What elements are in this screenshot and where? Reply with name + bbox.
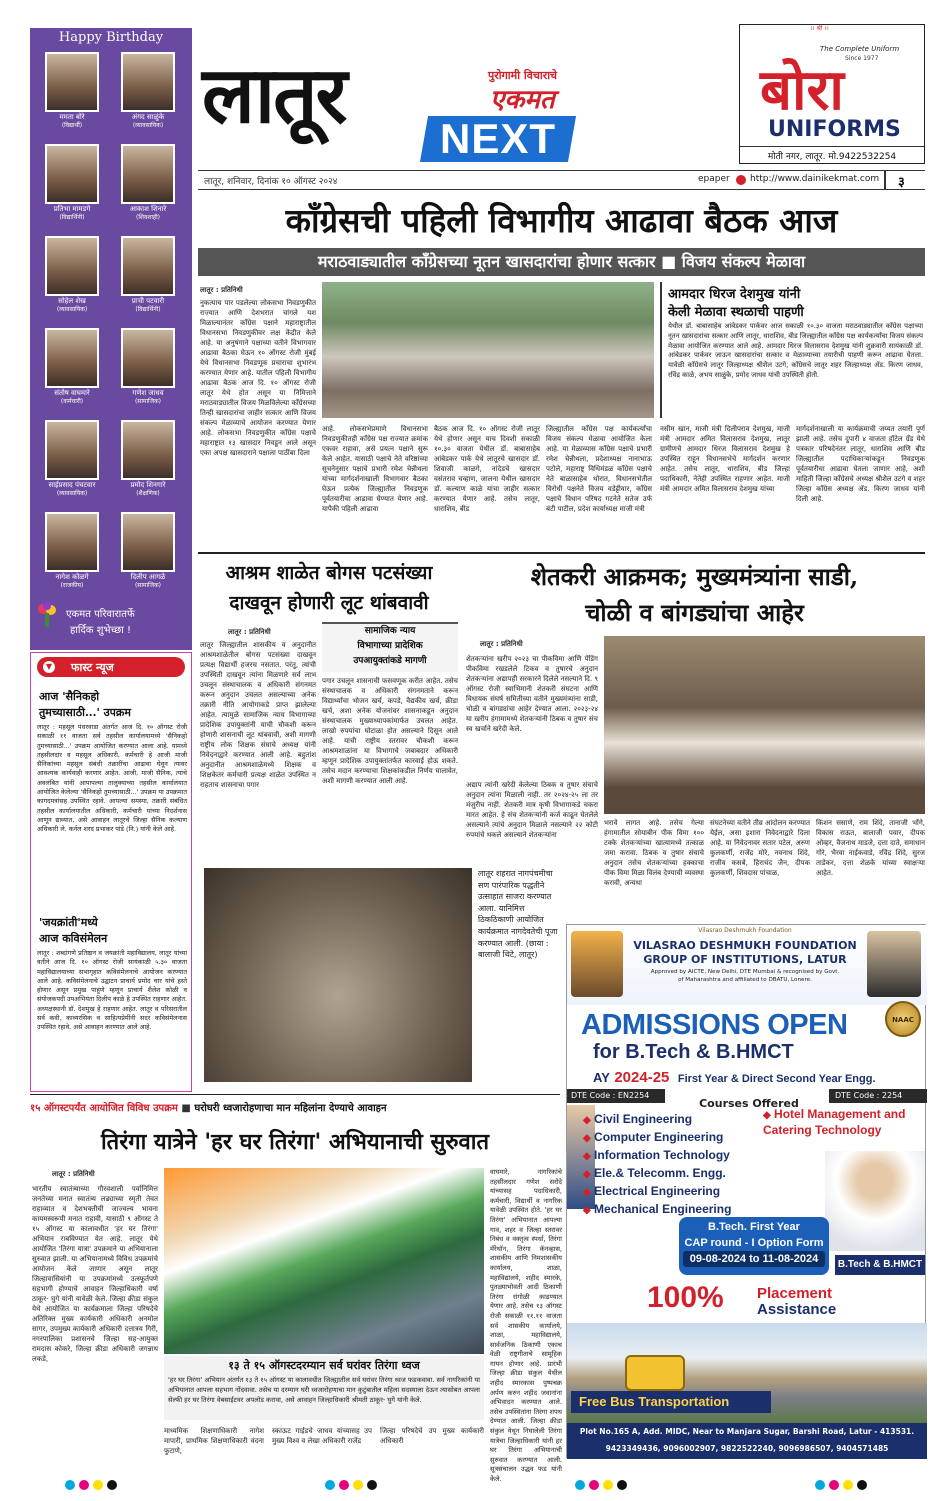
ashram-headline-2: दाखवून होणारी लूट थांबवावी — [229, 592, 429, 614]
birthday-person — [112, 52, 184, 130]
birthday-person — [36, 52, 108, 130]
tiranga-kicker-2: घरोघरी ध्वजारोहणाचा मान महिलांना देण्याचे आवाहन — [194, 1103, 387, 1114]
birthday-panel — [30, 28, 192, 650]
fast-news-h2b: आज कविसंमेलन — [39, 932, 108, 945]
course-label: Information Technology — [594, 1148, 730, 1162]
birthday-name: संतोष वाघमारे — [54, 389, 90, 397]
course-item — [583, 1165, 783, 1183]
avatar — [121, 144, 175, 204]
birthday-role: (व्यावसायिक) — [56, 490, 88, 497]
registration-marks — [60, 1476, 880, 1488]
ad-org-1: VILASRAO DESHMUKH FOUNDATION — [633, 939, 857, 952]
course-bullet-icon: ◆ — [583, 1187, 591, 1198]
lead-side-title-1: आमदार धिरज देशमुख यांनी — [668, 287, 801, 302]
fast-news-p1: लातूर : महसूल पंधरवाडा अंतर्गत आज दि. १० ऑगस्ट रोजी सकाळी ११ वाजता सर्व तहसील कार्यालयामध्ये 'सैनिकहो तुमच्यासाठी...' उपक्रम आयोजित करण्यात आला आहे. यामध्ये तहसीलदार व महसूल अधिकारी, कर्मचारी हे आजी माजी सैनिकांच्या महसूल संबंधी तक्रारींचा आढावा घेवून त्यावर आवश्यक कार्यवाही करणार आहेत. आजी, माजी सैनिक, त्यांचे अवलंबित यांनी आपापल्या तालुक्याच्या तहसील कार्यालयात आयोजित केलेल्या 'सैनिकहो तुमच्यासाठी...' उपक्रम या उपक्रमात कागदपत्रांसह उपस्थित रहावे. आपल्या समस्या, तक्रारी संबंधित तहसील कार्यालयातील अधिकारी, कर्मचारी यांच्या निदर्शनास आणून द्याव्यात, असे आवाहन लातूरचे जिल्हा सैनिक कल्याण अधिकारी ले. कर्नल शरद प्रभाकर पांडे (नि.) यांनी केले आहे. — [37, 723, 187, 834]
birthday-name: गणेश जाधव — [132, 389, 164, 397]
birthday-person — [36, 144, 108, 222]
page-divider — [884, 171, 886, 190]
tiranga-bottom-2: स्काऊट गाईडचे जाधव यांच्यासह उप मुख्य विश्व व लेखा अधिकारी राजेंद्र — [272, 1427, 372, 1445]
farmer-col-3: भरावे लागत आहे. तसेच गेल्या हंगामातील सोयाबीन पीक विमा १०० टक्के शेतकऱ्यांच्या खात्यामध्ये तत्काळ जमा करावा. ठिबक व तुषार संचाचे अनुदान तसेच शेतकऱ्यांच्या हक्काचा पीक विमा मिळा विलंब देण्याची व्यवस्था करावी, अन्यथा — [604, 819, 704, 887]
ad-placement-1: Placement — [757, 1285, 833, 1302]
avatar — [121, 512, 175, 572]
ad-bus-icon — [625, 1355, 685, 1391]
fast-news — [30, 652, 192, 1092]
fast-news-h2a: 'जयक्रांती'मध्ये — [39, 916, 98, 929]
flower-icon — [36, 602, 58, 628]
kicker-separator: ■ — [181, 1103, 195, 1114]
birthday-name: प्राची पटवारी — [131, 297, 165, 305]
ashram-col-1: लातूर जिल्ह्यातील शासकीय व अनुदानीत आश्रमशाळेतील बोगस पटसंख्या दाखवून प्रत्यक्ष विद्यार्थी हजरच नसतात. परंतु, त्यांची उपस्थिती दाखवून त्यांना मिळणारे सर्व लाभ उचलून संस्थाचालक व अधिकारी संगनमत करून अनुदान उचलत असल्याच्या अनेक तक्रारी नीति आयोगाकडे प्राप्त झालेल्या आहेत. त्यामुळे सामाजिक न्याय विभागाच्या प्रादेशिक उपायुक्तांनी याची चौकशी करून होणारी शासनाची लूट थांबवावी, अशी मागणी राष्ट्रीय लोक शिक्षक संघाचे अध्यक्ष यांनी निवेदनाद्वारे करण्यात आली आहे. बहुतांश अनुदानीत आश्रमशाळेमध्ये शिक्षक व शिक्षकेतर कर्मचारी प्रत्यक्ष शाळेत उपस्थित न राहताच शासनाचा पगार — [200, 641, 316, 789]
lead-col-4: जिल्ह्यातील काँग्रेस पक्ष कार्यकर्त्यांचा विजय संकल्प मेळावा आयोजित केला आहे. या मेळाव्यास काँग्रेस पक्षाचे प्रभारी रमेश चेन्नीथला, प्रदेशाध्यक्ष नानाभाऊ पटोले, महाराष्ट्र विधिमंडळ काँग्रेस पक्षाचे नेते बाळासाहेब थोरात, विधानसभेतील विरोधी पक्षनेते विजय वडेट्टीवार, काँग्रेस पक्षाचे विधान परिषद गटनेते सतेज उर्फ बंटी पाटील, प्रदेश कार्याध्यक्ष माजी मंत्री — [546, 425, 652, 513]
section-divider-2 — [30, 1094, 560, 1095]
ad-cap-2: CAP round - I Option Form — [684, 1237, 824, 1249]
tiranga-kicker — [30, 1100, 560, 1118]
avatar — [45, 420, 99, 480]
lead-col-1: नुकत्याच पार पडलेल्या लोकसभा निवडणुकीत राज्यात आणि देशभरात चांगले यश मिळाल्यानंतर काँग्रेस पक्षाने महाराष्ट्रातील विधानसभा निवडणुकीवर लक्ष केंद्रीत केले आहे. या अनुषंगाने पक्षाच्या वतीने विभागवार आढावा बैठका घेऊन १० ऑगस्ट रोजी मुंबई येथे विधानसभा निवडणूक प्रचाराचा शुभारंभ करण्यात येणार आहे. यातील पहिली विभागीय आढावा बैठक आज दि. १० ऑगस्ट रोजी लातूर येथे होत असून या निमित्ताने मराठवाड्यातील विजय मिळविलेल्या काँग्रेसच्या तिन्ही खासदारांचा जाहीर सत्कार आणि विजय संकल्प मेळाव्याचे आयोजन करण्यात येणार आहे. लोकसभा निवडणुकीत काँग्रेस पक्षाचे महाराष्ट्रात १३ खासदार निवडून आले असून एका अपक्ष खासदाराने पक्षाला पाठींबा दिला — [200, 299, 316, 457]
farmer-headline-1: शेतकरी आक्रमक; मुख्यमंत्र्यांना साडी, — [530, 562, 859, 591]
avatar — [121, 420, 175, 480]
birthday-name: अंगद साळुंके — [131, 113, 165, 121]
farmer-headline-2: चोळी व बांगड्यांचा आहेर — [585, 598, 804, 627]
ad-btech-hmct: B.Tech & B.HMCT — [835, 1255, 925, 1275]
birthday-name: आकाश शिनारे — [129, 205, 167, 213]
birthday-name: नागेश कोळगे — [55, 573, 89, 581]
ad-bora-since: Since 1977 — [845, 55, 879, 62]
hotel-bullet-icon: ◆ — [763, 1110, 771, 1121]
birthday-role: (विद्यार्थी) — [61, 122, 83, 129]
festival-photo — [204, 868, 472, 1082]
fast-news-h1a: आज 'सैनिकहो — [39, 690, 100, 703]
ad-phones: 9423349436, 9096002907, 9822522240, 9096986507, 9404571485 — [567, 1441, 927, 1459]
lead-headline: काँग्रेसची पहिली विभागीय आढावा बैठक आज — [285, 201, 838, 240]
naac-text: NAAC — [892, 1016, 914, 1024]
birthday-name: सोहेल शेख — [58, 297, 86, 305]
birthday-person — [36, 236, 108, 314]
birthday-title: Happy Birthday — [58, 30, 164, 45]
dateline-bar — [198, 170, 925, 190]
lead-side-box — [660, 282, 925, 418]
ad-org-2: GROUP OF INSTITUTIONS, LATUR — [643, 953, 847, 966]
masthead — [198, 28, 733, 188]
birthday-role: (सामाजिक) — [134, 398, 162, 405]
masthead-next-text: NEXT — [439, 115, 556, 162]
fast-news-icon: ▼ — [43, 661, 55, 673]
ad-for: for B.Tech & B.HMCT — [593, 1041, 794, 1063]
ashram-box-2: विभागाच्या प्रादेशिक — [357, 641, 423, 651]
birthday-person — [36, 420, 108, 498]
tiranga-headline: तिरंगा यात्रेने 'हर घर तिरंगा' अभियानाची सुरुवात — [100, 1129, 490, 1155]
farmer-col-2: अद्याप त्यांनी खरेदी केलेल्या ठिबक व तुषार संचाचे अनुदान त्यांना मिळाली नाही. तर २०२४-२५ ला तर मंजुरीच नाही. शेतकरी मात्र कृषी विभागाकडे चकरा मारत आहेत. हे संच शेतकऱ्यांनी कर्ज काढून घेतलेले असल्याने त्यांचे अनुदान मिळाले नसल्याने २२ कोटी रुपयांचे थकले असल्याने शेतकऱ्यांना — [466, 781, 598, 839]
tiranga-kicker-1: १५ ऑगस्टपर्यंत आयोजित विविध उपक्रम — [30, 1103, 178, 1114]
tiranga-photo — [164, 1168, 484, 1354]
dateline: लातूर, शनिवार, दिनांक १० ऑगस्ट २०२४ — [204, 177, 338, 187]
birthday-role: (विद्यार्थिनी) — [135, 306, 161, 313]
ashram-box-1: सामाजिक न्याय — [364, 626, 416, 636]
lead-col-6: मार्गदर्शनाखाली या कार्यक्रमाची जय्यत तयारी पूर्ण झाली आहे. तसेच दुपारी ४ वाजता हॉटेल ग्रँड येथे पत्रकार परिषदेनंतर लातूर, धाराशिव आणि बीड जिल्ह्यातील पदाधिकाऱ्यांकडून निवडणूक पूर्वतयारीचा आढावा घेतला जाणार आहे, अशी माहिती जिल्हा काँग्रेसचे अध्यक्ष श्रीशैल उटगे व शहर जिल्हा काँग्रेस अध्यक्ष ॲड. किरण जाधव यांनी दिली आहे. — [796, 425, 925, 503]
avatar — [121, 52, 175, 112]
birthday-name: साईप्रसाद पंचटवार — [48, 481, 96, 489]
ad-cap-box — [679, 1217, 829, 1275]
ad-ay-value: 2024-25 — [614, 1069, 670, 1086]
ad-bora-address: मोती नगर, लातूर. मो.9422532254 — [740, 146, 924, 162]
tiranga-bottom-3: जिल्हा परिषदेचे उप मुख्य कार्यकारी अधिकारी — [380, 1427, 484, 1445]
ad-approved-2: of Maharashtra and affiliated to DBATU, Lonere. — [678, 977, 812, 983]
ad-admissions: ADMISSIONS OPEN — [581, 1009, 848, 1041]
course-bullet-icon: ◆ — [583, 1205, 591, 1216]
farmer-col-4: संघटनेच्या वतीने तीव्र आंदोलन करण्यात येईल, असा इशारा निवेदनाद्वारे दिला आहे. या निवेदनावर सतार पटेल, अरुण कुलकर्णी, राजेंद्र मोरे, नवनाथ शिंदे, राजीव कसबे, हिराचंद जैन, दीपक कुलकर्णी, शिवदास पांचाळ, — [710, 819, 810, 877]
ad-courses-list — [583, 1111, 783, 1219]
ashram-headline-1: आश्रम शाळेत बोगस पटसंख्या — [225, 562, 433, 584]
course-label: Mechanical Engineering — [594, 1202, 732, 1216]
avatar — [121, 328, 175, 388]
avatar — [45, 328, 99, 388]
festival-caption: लातूर शहरात नागपंचमीचा सण पारंपारिक पद्धतीने उत्साहात साजरा करण्यात आला. यानिमित्त ठिकठिकाणी आयोजित कार्यक्रमात नागदेवतेची पूजा करण्यात आली. (छाया : बालाजी थिटे, लातूर) — [478, 869, 558, 960]
course-label: Ele.& Telecomm. Engg. — [594, 1166, 726, 1180]
ad-dte-2: DTE Code : 2254 — [829, 1089, 927, 1103]
birthday-person — [112, 144, 184, 222]
tiranga-caption-box — [164, 1356, 484, 1420]
naac-badge — [885, 1001, 921, 1037]
fast-news-header — [37, 657, 185, 677]
lead-photo — [322, 282, 654, 418]
ad-ay-label: AY — [593, 1070, 610, 1085]
birthday-role: (शिवशाही) — [135, 214, 161, 221]
ad-chef-photo — [825, 1151, 925, 1251]
ad-bora-brand: बोरा — [760, 57, 844, 123]
ashram-box-3: उपआयुक्तांकडे मागणी — [353, 656, 427, 666]
lead-byline: लातूर : प्रतिनिधी — [200, 286, 243, 294]
avatar — [45, 512, 99, 572]
tiranga-caption-text: 'हर घर तिरंगा' अभियान अंतर्गत १३ ते १५ ऑगस्ट या कालावधीत जिल्ह्यातील सर्व घरांवर तिरंगा ध्वज फडकवावा. सर्व नागरिकांनी या अभियानात आपला सहभाग नोंदवावा. तसेच या दरम्यान घरी ध्वजारोहणाचा मान कुटुंबातील महिला सदस्याला देऊन त्यासोबत आपला सेल्फी हर घर तिरंगा वेबसाईटवर अपलोड करावा, असे आवाहन जिल्हाधिकारी श्रीमती ठाकूर- घुगे यांनी केले. — [168, 1376, 480, 1404]
lead-col-3: बैठक आज दि. १० ऑगस्ट रोजी लातूर येथे होणार असून याच दिवशी सकाळी १०.३० वाजता येथील डॉ. बाबासाहेब आंबेडकर पार्क येथे लातूरचे खासदार डॉ. शिवाजी काळगे, नांदेडचे खासदार वसंतराव चव्हाण, जालना येथील खासदार डॉ. कल्याण काळे यांचा जाहीर सत्कार करण्यात येणार आहे. तसेच लातूर, धाराशिव, बीड — [434, 425, 540, 513]
ad-hotel — [763, 1107, 923, 1138]
birthday-wish-2: हार्दिक शुभेच्छा ! — [70, 625, 131, 636]
ashram-col-2: पगार उचलून शासनाची फसवणूक करीत आहेत. तसेच संस्थाचालक व अधिकारी संगनमताने करून विद्यार्थ्यांचा भोजन खर्च, कपडे, वैद्यकीय खर्च, क्रीडा खर्च, अशा अनेक योजनांवर शासनाकडून अनुदान संस्थाचालक मुख्याध्यापकांमार्फत उचलत आहेत. लाखो रुपयांचा घोटाळा होत असल्याने दिसून आले आहे. याची राष्ट्रीय स्तरावर चौकशी करून आश्रमशाळांना या विभागाचे जबाबदार अधिकारी म्हणून प्रादेशिक उपायुक्तांतर्फत कारवाई होऊ शकते. तसेच मदान करण्याचा शिक्षकांकडील निर्णय घालावेत, अशी मागणी करण्यात आली आहे. — [322, 677, 458, 785]
fast-news-title: फास्ट न्यूज — [71, 661, 114, 674]
ad-founder-photo-right — [867, 931, 921, 997]
birthday-role: (शैक्षणिक) — [136, 490, 160, 497]
fast-news-h1b: तुमच्यासाठी...' उपक्रम — [39, 706, 131, 719]
tiranga-byline: लातूर : प्रतिनिधी — [52, 1170, 95, 1178]
lead-col-5: नसीम खान, माजी मंत्री दिलीपराव देशमुख, माजी मंत्री आमदार अमित विलासराव देशमुख, लातूर ग्रामीणचे आमदार धिरज विलासराव देशमुख हे उपस्थित राहून विधानसभेचे मार्गदर्शन करणार आहेत. तसेच लातूर, धाराशिव, बीड जिल्हा पदाधिकारी, नेतेही उपस्थित राहणार आहेत. माजी मंत्री आमदार अमित विलासराव देशमुख यांच्या — [660, 425, 790, 493]
birthday-role: (राजकीय) — [60, 582, 84, 589]
ad-ay-detail: First Year & Direct Second Year Engg. — [677, 1073, 876, 1085]
avatar — [121, 236, 175, 296]
ad-dte-1: DTE Code : EN2254 — [567, 1089, 665, 1103]
ad-address: Plot No.165 A, Add. MIDC, Near to Manjara Sugar, Barshi Road, Latur - 413531. — [567, 1423, 927, 1441]
course-label: Electrical Engineering — [594, 1184, 721, 1198]
birthday-role: (व्यावसायिक) — [132, 122, 164, 129]
course-item — [583, 1183, 783, 1201]
farmer-col-1: शेतकऱ्यांना खरीप २०२३ चा पीकविमा आणि पेंडिंग पीकविमा रखडलेले टिकव व तुषारचे अनुदान शेतकऱ्यांना अद्यापही सरकारने दिलेले नसल्याने दि. ९ ऑगस्ट रोजी स्वाभिमानी शेतकरी संघटना आणि विधायक संघर्ष समितीच्या वतीने मुख्यमंत्र्यांना साडी, चोळी व बांगड्यांचा आहेर देण्यात आला. २०२३-२४ या खरीप हंगामामध्ये शेतकऱ्यांनी ठिबक व तुषार संच स्व खर्चाने खरेदी केले. — [466, 655, 598, 733]
ad-placement-pct: 100% — [647, 1281, 724, 1314]
course-label: Computer Engineering — [594, 1130, 724, 1144]
ashram-box — [322, 622, 458, 672]
tiranga-caption-title: १३ ते १५ ऑगस्टदरम्यान सर्व घरांवर तिरंगा ध्वज — [228, 1359, 420, 1372]
course-item — [583, 1129, 783, 1147]
ad-ay-row — [593, 1069, 876, 1087]
birthday-wish-1: एकमत परिवारातर्फे — [66, 609, 135, 620]
avatar — [45, 144, 99, 204]
avatar — [45, 52, 99, 112]
ad-foundation-top: Vilasrao Deshmukh Foundation — [698, 927, 792, 934]
course-item — [583, 1111, 783, 1129]
course-item — [583, 1147, 783, 1165]
course-bullet-icon: ◆ — [583, 1133, 591, 1144]
ad-courses-title: Courses Offered — [699, 1097, 799, 1110]
masthead-title: लातूर — [202, 50, 346, 141]
lead-side-title-2: केली मेळावा स्थळाची पाहणी — [668, 305, 804, 320]
masthead-tag-small: पुरोगामी विचाराचे — [488, 69, 558, 82]
ad-bus-text: Free Bus Transportation — [571, 1391, 771, 1413]
course-label: Civil Engineering — [594, 1112, 693, 1126]
birthday-role: (कर्मचारी) — [60, 398, 84, 405]
ad-cap-3: 09-08-2024 to 11-08-2024 — [683, 1251, 825, 1267]
birthday-person — [112, 236, 184, 314]
masthead-brand: एकमत — [490, 85, 555, 115]
birthday-person — [112, 328, 184, 406]
tiranga-col-1: भारतीय स्वातंत्र्याच्या गौरवशाली पर्वानिमित्त जनतेच्या मनात स्वातंत्र्य लढ्याच्या स्मृती तेवत राहाव्यात व देशभक्तीची जाज्वल्य भावना कायमस्वरूपी मनात राहावी, यासाठी ९ ऑगस्ट ते १५ ऑगस्ट या कालावधीत 'हर घर तिरंगा' अभियान राबविण्यात येत आहे. लातूर येथे आयोजित 'तिरंगा यात्रा' उपक्रमाने या अभियानाला सुरुवात झाली. या अभियानामध्ये विविध उपक्रमांचे आयोजन केले जाणार असून लातूर जिल्हावासियांनी या उपक्रमांमध्ये उत्स्फूर्तपणे सहभागी होण्याचे आवाहन जिल्हाधिकारी वर्षा ठाकूर- घुगे यांनी यावेळी केले. जिल्हा क्रीडा संकुल येथे आयोजित या कार्यक्रमाला जिल्हा परिषदेचे अतिरिक्त मुख्य कार्यकारी अधिकारी अनमोल सागर, उपमुख्य कार्यकारी अधिकारी दत्तात्रय गिरी, नगरपालिका प्रशासनचे जिल्हा सह-आयुक्त रामदास कोकरे, जिल्हा क्रीडा अधिकारी जगन्नाथ लकडे, — [32, 1185, 158, 1363]
course-bullet-icon: ◆ — [583, 1115, 591, 1126]
lead-col-2: आहे. लोकसभेप्रमाणे विधानसभा निवडणुकीतही काँग्रेस पक्ष राज्यात क्रमांक एकवर राहावा, असे प्रयत्न पक्षाने सुरू केले आहेत. यासाठी पक्षाचे नेते वरिष्ठांच्या सूचनेनुसार पक्षाचे प्रभारी रमेश चेन्नीथला यांच्या मार्गदर्शनाखाली विभागवार बैठका घेऊन प्रत्येक जिल्ह्यातील निवडणूक पूर्वतयारीचा आढावा घेण्यात येणार आहे. यापैकी पहिली आढावा — [322, 425, 428, 513]
masthead-next — [420, 116, 576, 162]
birthday-person — [36, 328, 108, 406]
fast-news-p2: लातूर : शब्दांगणे प्रतिष्ठान व जयक्रांती महाविद्यालय, लातूर यांच्या वतीने आज दि. १० ऑगस्ट रोजी सायंकाळी ५.३० वाजता महाविद्यालयाच्या सभागृहात कविसंमेलनाचे आयोजन करण्यात आले आहे. कविसंमेलनाचे उद्घाटन प्राचार्य प्रमोद चार यांचे हस्ते होणार असून प्रमुख पाहुणे म्हणून प्राचार्य शैलेश कोळी व संयोजकपदी उपअभियंता दिलीप काळे हे उपस्थित राहणार आहेत. अध्यक्षस्थानी डॉ. देशमुख हे राहणार आहेत. लातूर व परिसरातील सर्व कवी, काव्यरसिक व साहित्यप्रेमींनी सदर कविसंमेलनास उपस्थित रहावे, असे आवाहन करण्यात आले आहे. — [37, 949, 187, 1032]
birthday-person — [36, 512, 108, 590]
lead-side-text: येथील डॉ. बाबासाहेब आंबेडकर पार्कवर आज सकाळी १०.३० वाजता मराठवाड्यातील काँग्रेस पक्षाच्या नूतन खासदारांचा सत्कार आणि लातूर, धाराशिव, बीड जिल्ह्यातील काँग्रेस पक्ष कार्यकर्त्यांचा विजय संकल्प मेळावा आयोजित करण्यात आले आहे. आमदार धिरज विलासराव देशमुख यांनी शुक्रवारी सायंकाळी डॉ. आंबेडकर पार्कवर जाऊन खासदारांचा सत्कार व मेळाव्याच्या तयारीची पाहणी करून आढावा घेतला. यावेळी काँग्रेसचे लातूर जिल्हाध्यक्ष श्रीशैल उटगे, काँग्रेसचे लातूर शहर जिल्हाध्यक्ष ॲड. किरण जाधव, रविंद्र काळे, अभय साळुंके, प्रमोद जाधव यांची उपस्थिती होती. — [668, 322, 923, 379]
avatar — [45, 236, 99, 296]
web-icon — [736, 175, 746, 185]
ad-hotel-text: Hotel Management and Catering Technology — [763, 1107, 906, 1137]
course-bullet-icon: ◆ — [583, 1169, 591, 1180]
birthday-name: प्रमोद शिनगारे — [130, 481, 166, 489]
birthday-name: प्रतिभा मामडगे — [53, 205, 91, 213]
ad-bora[interactable] — [739, 24, 925, 164]
birthday-role: (विद्यार्थिनी) — [59, 214, 85, 221]
birthday-role: (व्यावसायिक) — [56, 306, 88, 313]
birthday-role: (सामाजिक) — [134, 582, 162, 589]
birthday-name: ममता बोरे — [59, 113, 85, 121]
ad-bora-top: ।। श्री ।। — [810, 25, 829, 32]
lead-subhead: मराठवाड्यातील काँग्रेसच्या नूतन खासदारांचा होणार सत्कार ■ विजय संकल्प मेळावा — [198, 248, 925, 276]
section-divider-1 — [198, 552, 925, 554]
course-bullet-icon: ◆ — [583, 1151, 591, 1162]
tiranga-bottom-1: माध्यमिक शिक्षणाधिकारी नागेश मापारी, प्राथमिक शिक्षणाधिकारी वंदना फुटाणे, — [164, 1427, 264, 1455]
farmer-col-5: किशन ससाणे, राम शिंदे, तानाजी भोंगे, विकास राऊत, बालाजी पवार, दीपक ओव्हर, वैजनाथ माडजे, दत्ता दाते, समाधान गोरे, भैरवा नाईकवाडे, रविंद्र शिंदे, सुरज ताडेकर, दत्ता शेळके यांच्या स्वाक्षऱ्या आहेत. — [816, 819, 925, 877]
ashram-byline: लातूर : प्रतिनिधी — [228, 628, 271, 636]
ad-bora-tagline: The Complete Uniform — [820, 45, 900, 53]
page-number: ३ — [898, 175, 905, 190]
ad-approved-1: Approved by AICTE, New Delhi, DTE Mumbai & recognised by Govt. — [650, 969, 840, 975]
ad-founder-photo-left — [571, 931, 623, 997]
ad-bora-sub: UNIFORMS — [768, 117, 901, 142]
farmer-byline: लातूर : प्रतिनिधी — [480, 640, 523, 648]
ad-placement-2: Assistance — [757, 1301, 837, 1318]
birthday-name: दिलीप आगळे — [130, 573, 166, 581]
tiranga-col-2: वाघमारे, नागरिकांचे तहसीलदार गणेश सरोदे यांच्यासह पदाधिकारी, कर्मचारी, विद्यार्थी व नागरिक यावेळी उपस्थित होते. 'हर घर तिरंगा' अभियानात आपल्या गाव, शहर व जिल्हा स्तरावर निबंध व वक्तृत्व स्पर्धा, तिरंगा मॅरेथॉन, तिरंगा कॅनव्हास, शासकीय आणि निमशासकीय कार्यालय, शाळा, महाविद्यालये, शहीद स्मारके, पुतळ्याभोवती आदी ठिकाणी तिरंगा रांगोळी काढण्यात येणार आहे. तसेच १३ ऑगस्ट रोजी सकाळी ११.११ वाजता सर्व शासकीय कार्यालये, शाळा, महाविद्यालये, सार्वजनिक ठिकाणी एकाच वेळी राष्ट्रगीताचे सामूहिक गायन होणार आहे. प्रारंभी जिल्हा क्रीडा संकुल येथील शहीद स्मारकास पुष्पचक्र अर्पण करुन शहीद जवानांना अभिवादन करण्यात आले. तसेच उपस्थितांना तिरंगा शपथ देण्यात आली. जिल्हा क्रीडा संकुल येथून निघालेली तिरंगा यात्रेचा जिल्हाधिकारी यांनी हर घर तिरंगा अभियानाची सुरुवात करण्यात आली. सूत्रसंचालन उद्धव फड यांनी केले. — [490, 1168, 562, 1483]
ad-vilasrao[interactable] — [566, 924, 926, 1458]
birthday-person — [112, 512, 184, 590]
ad-cap-1: B.Tech. First Year — [708, 1221, 800, 1233]
website-link[interactable]: http://www.dainikekmat.com — [750, 174, 880, 184]
epaper-label: epaper — [698, 174, 730, 184]
farmer-photo — [604, 636, 925, 814]
birthday-person — [112, 420, 184, 498]
